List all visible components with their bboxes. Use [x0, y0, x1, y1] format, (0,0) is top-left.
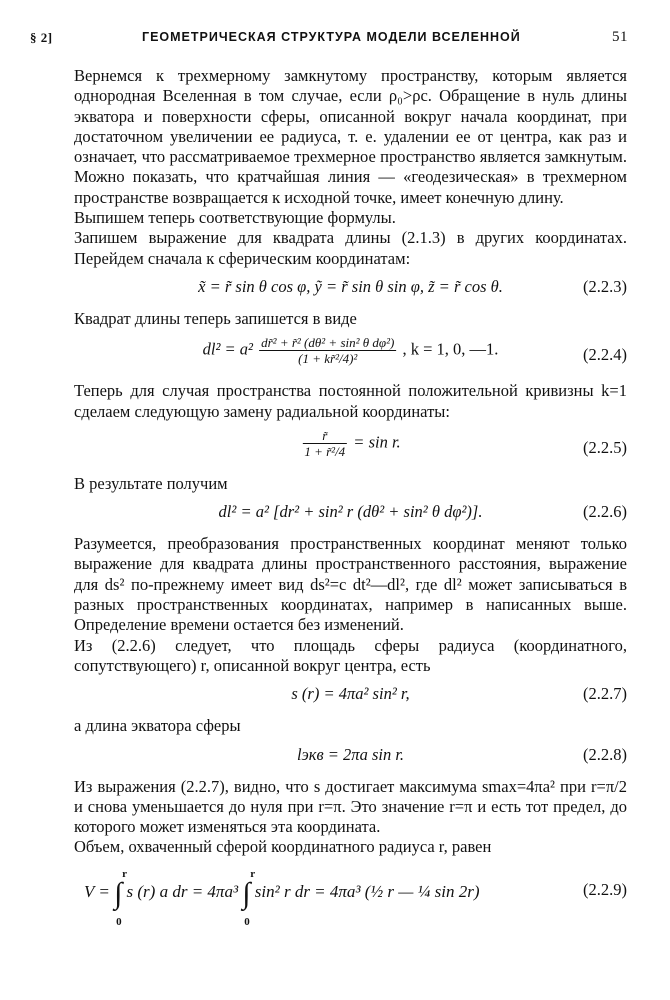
equation-formula: s (r) = 4πa² sin² r,	[291, 684, 410, 704]
paragraph-length-square: Квадрат длины теперь запишется в виде	[74, 308, 357, 328]
integral-sign-2: ∫ r 0	[242, 878, 250, 902]
equation-number: (2.2.7)	[583, 684, 627, 704]
equation-formula	[300, 428, 400, 459]
paragraph-volume: Объем, охваченный сферой координатного радиуса r, равен	[74, 837, 492, 857]
equation-2-2-7	[74, 680, 627, 712]
running-title: ГЕОМЕТРИЧЕСКАЯ СТРУКТУРА МОДЕЛИ ВСЕЛЕННОЙ	[142, 30, 521, 44]
equation-number: (2.2.8)	[583, 744, 627, 764]
equation-number: (2.2.3)	[583, 276, 627, 296]
paragraph-spherical-coords: Запишем выражение для квадрата длины (2.1.3) в других координатах. Перейдем сначала к сферическим координатам:	[74, 228, 627, 268]
equation-formula	[84, 867, 480, 928]
paragraph-result: В результате получим	[74, 473, 228, 493]
equation-2-2-4	[74, 333, 627, 377]
volume-lhs: V =	[84, 881, 115, 901]
equation-formula	[203, 335, 499, 366]
equation-2-2-9	[74, 860, 627, 928]
paragraph-equator-length: а длина экватора сферы	[74, 716, 241, 736]
volume-integrand: s (r) a dr = 4πa³	[122, 881, 243, 901]
equation-2-2-5	[74, 426, 627, 470]
equation-number: (2.2.5)	[583, 437, 627, 457]
paragraph-curvature: Теперь для случая пространства постоянной положительной кривизны k=1 сделаем следующую замену радиальной координаты:	[74, 381, 627, 421]
equation-2-2-8	[74, 741, 627, 773]
integral-upper-limit: r	[122, 867, 127, 880]
equation-lhs: dl² = a²	[202, 339, 253, 359]
equation-number: (2.2.9)	[583, 879, 627, 899]
equation-number: (2.2.4)	[583, 345, 627, 365]
equation-formula: x̃ = r̃ sin θ cos φ, ỹ = r̃ sin θ sin φ, z̃ = r̃ cos θ.	[198, 276, 503, 296]
equation-fraction	[259, 335, 396, 366]
integral-lower-limit: 0	[116, 915, 122, 928]
equation-formula: dl² = a² [dr² + sin² r (dθ² + sin² θ dφ²)].	[218, 502, 483, 522]
integral-lower-limit: 0	[244, 915, 250, 928]
equation-formula: lэкв = 2πa sin r.	[296, 744, 405, 764]
equation-number: (2.2.6)	[583, 502, 627, 522]
page-body	[74, 66, 627, 928]
fraction-denominator: (1 + kr̃²/4)²	[298, 351, 358, 367]
page-number: 51	[612, 29, 628, 45]
fraction-denominator: 1 + r̃²/4	[304, 443, 346, 459]
section-marker: § 2]	[30, 30, 53, 45]
equation-tail: , k = 1, 0, —1.	[402, 339, 499, 359]
paragraph-formulas-intro: Выпишем теперь соответствующие формулы.	[74, 208, 396, 228]
equation-fraction	[302, 428, 347, 459]
paragraph-maximum: Из выражения (2.2.7), видно, что s достигает максимума smax=4πa² при r=π/2 и снова уменьшается до нуля при r=π. Это значение r=π и есть тот предел, до которого может изменяться эта координата.	[74, 776, 627, 837]
paragraph-closed-space: Вернемся к трехмерному замкнутому пространству, которым является однородная Вселенная в том случае, если ρ₀>ρc. Обращение в нуль длины экватора и поверхности сферы, описанной вокруг начала координат, при достаточном увеличении ее радиуса, т. е. удалении ее от центра, как раз и означает, что рассматриваемое трехмерное пространство является замкнутым. Можно показать, что кратчайшая линия — «геодезическая» в трехмерном пространстве возвращается к исходной точке, имеет конечную длину.	[74, 66, 627, 207]
fraction-numerator: r̃	[302, 428, 347, 444]
paragraph-coordinate-transform: Разумеется, преобразования пространственных координат меняют только выражение для квадрата длины пространственного расстояния, выражение для ds² по-прежнему имеет вид ds²=c dt²—dl², где dl² может записываться в разных пространственных координатах, например в написанных выше. Определение времени остается без изменений.	[74, 534, 627, 635]
paragraph-sphere-area: Из (2.2.6) следует, что площадь сферы радиуса (координатного, сопутствующего) r, описанной вокруг центра, есть	[74, 635, 627, 675]
equation-2-2-6	[74, 498, 627, 530]
integral-sign-1: ∫ r 0	[114, 878, 122, 902]
equation-2-2-3	[74, 273, 627, 305]
equation-rhs: = sin r.	[353, 432, 401, 452]
fraction-numerator: dr̃² + r̃² (dθ² + sin² θ dφ²)	[261, 335, 395, 351]
volume-result: sin² r dr = 4πa³ (½ r — ¼ sin 2r)	[250, 881, 480, 901]
integral-upper-limit: r	[250, 867, 256, 880]
